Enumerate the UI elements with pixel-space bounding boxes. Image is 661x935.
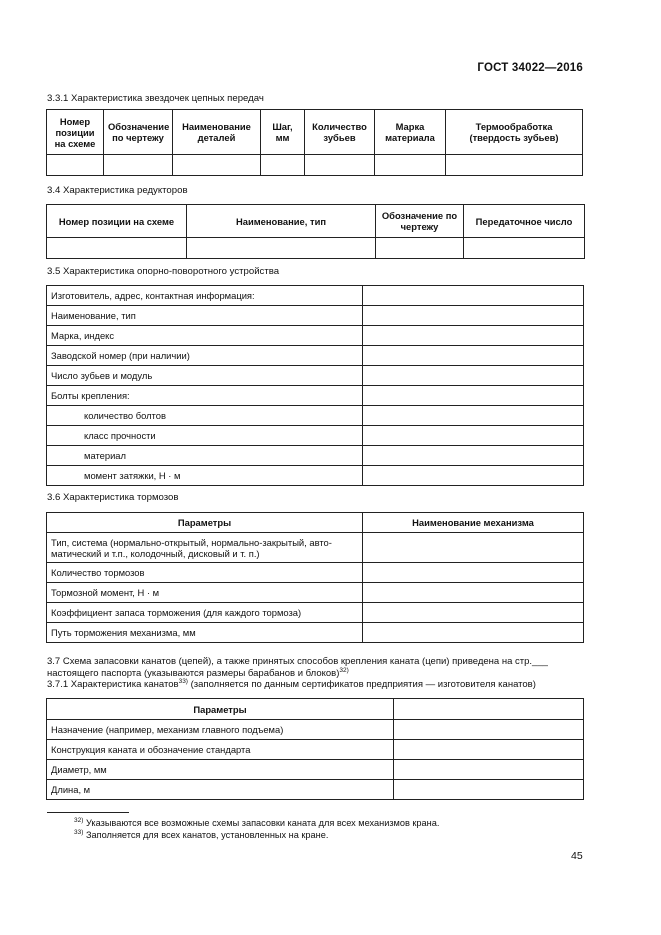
- table-row: [47, 466, 584, 486]
- col-header: Обозначение по чертежу: [104, 110, 173, 155]
- value-cell[interactable]: [363, 533, 584, 563]
- section-3-7-1-title: [47, 679, 536, 690]
- col-header: Количество зубьев: [305, 110, 375, 155]
- value-cell[interactable]: [394, 740, 584, 760]
- table-cell[interactable]: [47, 238, 187, 259]
- col-header: Параметры: [47, 513, 363, 533]
- col-header: Обозначение по чертежу: [376, 205, 464, 238]
- value-cell[interactable]: [363, 466, 584, 486]
- row-label: класс прочности: [47, 426, 363, 446]
- col-header: Номер позиции на схеме: [47, 205, 187, 238]
- table-row: [47, 603, 584, 623]
- col-header: Номер позиции на схеме: [47, 110, 104, 155]
- col-header: Наименование механизма: [363, 513, 584, 533]
- table-row: [47, 386, 584, 406]
- row-label: Количество тормозов: [47, 563, 363, 583]
- row-label: Тип, система (нормально-открытый, нормально-закрытый, авто-матический и т.п., колодочный, дисковый и т. п.): [47, 533, 363, 563]
- row-label: Заводской номер (при наличии): [47, 346, 363, 366]
- ropes-table: [46, 698, 584, 800]
- row-label: Тормозной момент, Н · м: [47, 583, 363, 603]
- footnote-ref-33[interactable]: 33): [178, 677, 188, 685]
- section-3-7-1-note: (заполняется по данным сертификатов предприятия — изготовителя канатов): [187, 679, 536, 690]
- row-label: Коэффициент запаса торможения (для каждого тормоза): [47, 603, 363, 623]
- table-cell[interactable]: [446, 155, 583, 176]
- table-row: [47, 760, 584, 780]
- footnote-text: Заполняется для всех канатов, установленных на кране.: [85, 830, 329, 840]
- reducers-table: [46, 204, 585, 259]
- value-cell[interactable]: [394, 780, 584, 800]
- row-label: Конструкция каната и обозначение стандарта: [47, 740, 394, 760]
- table-row: [47, 623, 584, 643]
- section-3-7-text: 3.7 Схема запасовки канатов (цепей), а также принятых способов крепления каната (цепи) приведена на стр.___ настоящего паспорта (указываются размеры барабанов и блоков): [47, 656, 548, 679]
- table-cell[interactable]: [464, 238, 585, 259]
- section-3-4-title: 3.4 Характеристика редукторов: [47, 185, 188, 196]
- row-label: количество болтов: [47, 406, 363, 426]
- table-header-row: [47, 699, 584, 720]
- section-3-3-1-title: 3.3.1 Характеристика звездочек цепных передач: [47, 93, 264, 104]
- row-label: Длина, м: [47, 780, 394, 800]
- row-label: Изготовитель, адрес, контактная информация:: [47, 286, 363, 306]
- col-header: Наименование, тип: [187, 205, 376, 238]
- table-row: [47, 720, 584, 740]
- table-row: [47, 306, 584, 326]
- slewing-device-table: [46, 285, 584, 486]
- row-label: Марка, индекс: [47, 326, 363, 346]
- value-cell[interactable]: [363, 426, 584, 446]
- table-cell[interactable]: [375, 155, 446, 176]
- table-header-row: [47, 110, 583, 155]
- value-cell[interactable]: [394, 760, 584, 780]
- table-cell[interactable]: [305, 155, 375, 176]
- table-cell[interactable]: [187, 238, 376, 259]
- brakes-table: [46, 512, 584, 643]
- row-label: Наименование, тип: [47, 306, 363, 326]
- value-cell[interactable]: [363, 346, 584, 366]
- value-cell[interactable]: [363, 306, 584, 326]
- table-row: [47, 426, 584, 446]
- value-cell[interactable]: [363, 563, 584, 583]
- table-row: [47, 563, 584, 583]
- section-3-5-title: 3.5 Характеристика опорно-поворотного устройства: [47, 266, 280, 277]
- value-cell[interactable]: [363, 603, 584, 623]
- footnote-33: [74, 830, 328, 840]
- col-header: Шаг, мм: [261, 110, 305, 155]
- table-row: [47, 780, 584, 800]
- table-row: [47, 238, 585, 259]
- table-cell[interactable]: [47, 155, 104, 176]
- value-cell[interactable]: [363, 286, 584, 306]
- table-row: [47, 533, 584, 563]
- row-label: момент затяжки, Н · м: [47, 466, 363, 486]
- section-3-7-1-label: 3.7.1 Характеристика канатов: [47, 679, 179, 690]
- table-cell[interactable]: [376, 238, 464, 259]
- row-label: Путь торможения механизма, мм: [47, 623, 363, 643]
- table-row: [47, 366, 584, 386]
- value-cell[interactable]: [363, 366, 584, 386]
- col-header: Параметры: [47, 699, 394, 720]
- value-cell[interactable]: [394, 720, 584, 740]
- table-row: [47, 583, 584, 603]
- col-header-empty: [394, 699, 584, 720]
- col-header: Наименование деталей: [173, 110, 261, 155]
- footnote-32: [74, 818, 439, 828]
- col-header: Передаточное число: [464, 205, 585, 238]
- row-label: материал: [47, 446, 363, 466]
- table-header-row: [47, 513, 584, 533]
- row-label: Назначение (например, механизм главного подъема): [47, 720, 394, 740]
- table-cell[interactable]: [173, 155, 261, 176]
- table-row: [47, 155, 583, 176]
- footnote-number: 33): [74, 828, 84, 836]
- table-row: [47, 446, 584, 466]
- row-label: Диаметр, мм: [47, 760, 394, 780]
- value-cell[interactable]: [363, 326, 584, 346]
- footnote-number: 32): [74, 816, 84, 824]
- table-cell[interactable]: [261, 155, 305, 176]
- standard-code: ГОСТ 34022—2016: [477, 62, 583, 74]
- sprockets-table: [46, 109, 583, 176]
- table-cell[interactable]: [104, 155, 173, 176]
- section-3-7-paragraph: [47, 656, 587, 680]
- col-header: Термообработка (твердость зубьев): [446, 110, 583, 155]
- section-3-6-title: 3.6 Характеристика тормозов: [47, 492, 179, 503]
- table-header-row: [47, 205, 585, 238]
- value-cell[interactable]: [363, 623, 584, 643]
- value-cell[interactable]: [363, 386, 584, 406]
- table-row: [47, 346, 584, 366]
- page-number: 45: [571, 850, 583, 862]
- footnote-text: Указываются все возможные схемы запасовки каната для всех механизмов крана.: [85, 818, 440, 828]
- footnote-ref-32[interactable]: 32): [339, 666, 349, 674]
- value-cell[interactable]: [363, 406, 584, 426]
- table-row: [47, 406, 584, 426]
- row-label: Болты крепления:: [47, 386, 363, 406]
- table-row: [47, 740, 584, 760]
- col-header: Марка материала: [375, 110, 446, 155]
- table-row: [47, 326, 584, 346]
- table-row: [47, 286, 584, 306]
- value-cell[interactable]: [363, 583, 584, 603]
- row-label: Число зубьев и модуль: [47, 366, 363, 386]
- footnote-separator: [47, 812, 129, 813]
- value-cell[interactable]: [363, 446, 584, 466]
